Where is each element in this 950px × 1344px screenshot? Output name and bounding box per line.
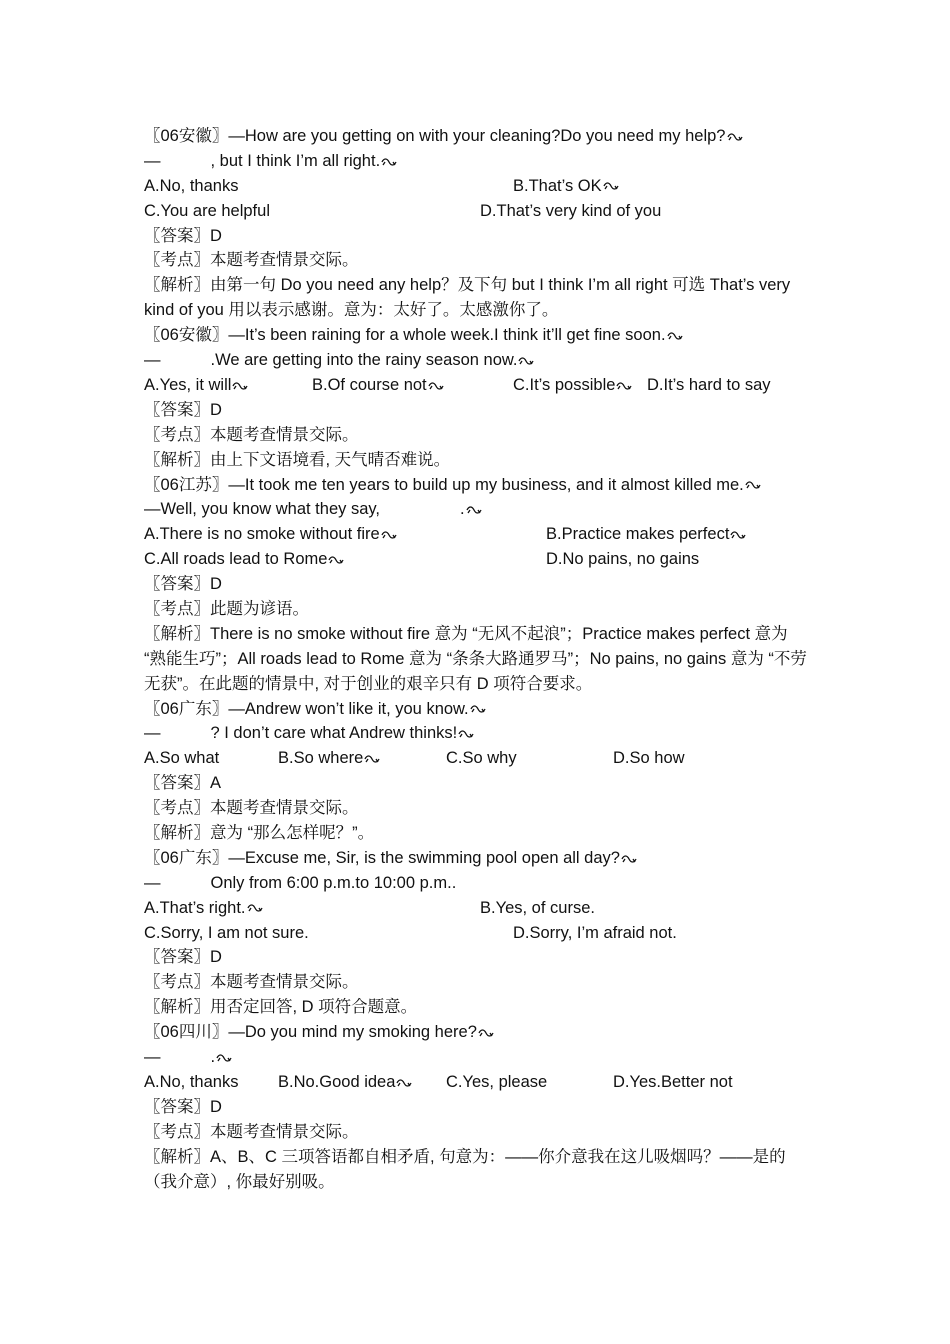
option-b: B.Practice makes perfect bbox=[546, 522, 746, 547]
option-c: C.You are helpful bbox=[144, 201, 270, 220]
option-b: B.Of course not bbox=[312, 373, 444, 398]
point-line: 〖考点〗本题考查情景交际。 bbox=[144, 973, 359, 992]
answer-line: 〖答案〗D bbox=[144, 575, 222, 594]
option-c: C.It’s possible bbox=[513, 373, 632, 398]
question-4-prompt: 〖06广东〗—Andrew won’t like it, you know. bbox=[144, 697, 814, 722]
option-b: B.No.Good idea bbox=[278, 1070, 412, 1095]
options-row bbox=[144, 373, 814, 398]
paragraph-mark-icon bbox=[730, 530, 746, 540]
analysis-line: 〖解析〗There is no smoke without fire 意为 “无风不起浪”；Practice makes perfect 意为 “熟能生巧”；All roads lead to Rome 意为 “条条大路通罗马”；No pains, no gains 意为 “不劳无获”。在此题的情景中, 对于创业的艰辛只有 D 项符合要求。 bbox=[144, 624, 807, 693]
paragraph-mark-icon bbox=[328, 555, 344, 565]
option-c: C.Sorry, I am not sure. bbox=[144, 923, 309, 942]
paragraph-mark-icon bbox=[216, 1053, 232, 1063]
options-row bbox=[144, 1070, 814, 1095]
option-b: B.That’s OK bbox=[513, 174, 619, 199]
paragraph-mark-icon bbox=[621, 854, 637, 864]
answer-line: 〖答案〗D bbox=[144, 226, 222, 245]
analysis-line: 〖解析〗A、B、C 三项答语都自相矛盾, 句意为：——你介意我在这儿吸烟吗？——是的（我介意）, 你最好别吸。 bbox=[144, 1147, 786, 1191]
options-row bbox=[144, 921, 814, 946]
answer-line: 〖答案〗D bbox=[144, 1097, 222, 1116]
paragraph-mark-icon bbox=[667, 331, 683, 341]
question-2-response: — .We are getting into the rainy season now. bbox=[144, 348, 814, 373]
paragraph-mark-icon bbox=[247, 903, 263, 913]
paragraph-mark-icon bbox=[396, 1078, 412, 1088]
option-c: C.Yes, please bbox=[446, 1072, 548, 1091]
paragraph-mark-icon bbox=[466, 505, 482, 515]
paragraph-mark-icon bbox=[381, 530, 397, 540]
option-a: A.That’s right. bbox=[144, 896, 263, 921]
option-c: C.So why bbox=[446, 749, 517, 768]
option-a: A.So what bbox=[144, 749, 220, 768]
question-2-prompt: 〖06安徽〗—It’s been raining for a whole week.I think it’ll get fine soon. bbox=[144, 323, 814, 348]
option-b: B.So where bbox=[278, 746, 380, 771]
option-d: D.Sorry, I’m afraid not. bbox=[513, 923, 677, 942]
point-line: 〖考点〗本题考查情景交际。 bbox=[144, 799, 359, 818]
question-5-response: — Only from 6:00 p.m.to 10:00 p.m.. bbox=[144, 873, 457, 892]
point-line: 〖考点〗本题考查情景交际。 bbox=[144, 1122, 359, 1141]
analysis-line: 〖解析〗用否定回答, D 项符合题意。 bbox=[144, 998, 418, 1017]
question-3-prompt: 〖06江苏〗—It took me ten years to build up my business, and it almost killed me. bbox=[144, 473, 814, 498]
paragraph-mark-icon bbox=[518, 356, 534, 366]
answer-line: 〖答案〗D bbox=[144, 948, 222, 967]
question-6-response: — . bbox=[144, 1045, 814, 1070]
options-row bbox=[144, 199, 814, 224]
option-d: D.So how bbox=[613, 749, 685, 768]
paragraph-mark-icon bbox=[232, 381, 248, 391]
paragraph-mark-icon bbox=[745, 480, 761, 490]
options-row bbox=[144, 547, 814, 572]
question-1-prompt: 〖06安徽〗—How are you getting on with your cleaning?Do you need my help? bbox=[144, 124, 814, 149]
paragraph-mark-icon bbox=[428, 381, 444, 391]
paragraph-mark-icon bbox=[470, 704, 486, 714]
option-a: A.There is no smoke without fire bbox=[144, 522, 397, 547]
paragraph-mark-icon bbox=[616, 381, 632, 391]
point-line: 〖考点〗本题考查情景交际。 bbox=[144, 251, 359, 270]
point-line: 〖考点〗本题考查情景交际。 bbox=[144, 425, 359, 444]
option-d: D.No pains, no gains bbox=[546, 550, 700, 569]
option-a: A.No, thanks bbox=[144, 176, 239, 195]
option-d: D.That’s very kind of you bbox=[480, 201, 662, 220]
question-1-response: — , but I think I’m all right. bbox=[144, 149, 814, 174]
options-row bbox=[144, 522, 814, 547]
paragraph-mark-icon bbox=[458, 729, 474, 739]
option-d: D.Yes.Better not bbox=[613, 1072, 733, 1091]
answer-line: 〖答案〗D bbox=[144, 400, 222, 419]
option-a: A.No, thanks bbox=[144, 1072, 239, 1091]
options-row bbox=[144, 174, 814, 199]
paragraph-mark-icon bbox=[603, 181, 619, 191]
option-d: D.It’s hard to say bbox=[647, 375, 771, 394]
point-line: 〖考点〗此题为谚语。 bbox=[144, 599, 309, 618]
option-b: B.Yes, of curse. bbox=[480, 898, 595, 917]
question-6-prompt: 〖06四川〗—Do you mind my smoking here? bbox=[144, 1020, 814, 1045]
question-5-prompt: 〖06广东〗—Excuse me, Sir, is the swimming pool open all day? bbox=[144, 846, 814, 871]
analysis-line: 〖解析〗意为 “那么怎样呢？”。 bbox=[144, 824, 375, 843]
analysis-line: 〖解析〗由上下文语境看, 天气晴否难说。 bbox=[144, 450, 451, 469]
option-a: A.Yes, it will bbox=[144, 373, 248, 398]
options-row bbox=[144, 746, 814, 771]
question-3-response: —Well, you know what they say, . bbox=[144, 497, 814, 522]
paragraph-mark-icon bbox=[381, 157, 397, 167]
paragraph-mark-icon bbox=[727, 132, 743, 142]
paragraph-mark-icon bbox=[478, 1028, 494, 1038]
options-row bbox=[144, 896, 814, 921]
paragraph-mark-icon bbox=[364, 754, 380, 764]
analysis-line: 〖解析〗由第一句 Do you need any help？及下句 but I think I’m all right 可选 That’s very kind of you 用以表示感谢。意为：太好了。太感激你了。 bbox=[144, 276, 791, 320]
option-c: C.All roads lead to Rome bbox=[144, 547, 344, 572]
question-4-response: — ? I don’t care what Andrew thinks! bbox=[144, 721, 814, 746]
document-page bbox=[144, 124, 814, 1194]
answer-line: 〖答案〗A bbox=[144, 774, 222, 793]
